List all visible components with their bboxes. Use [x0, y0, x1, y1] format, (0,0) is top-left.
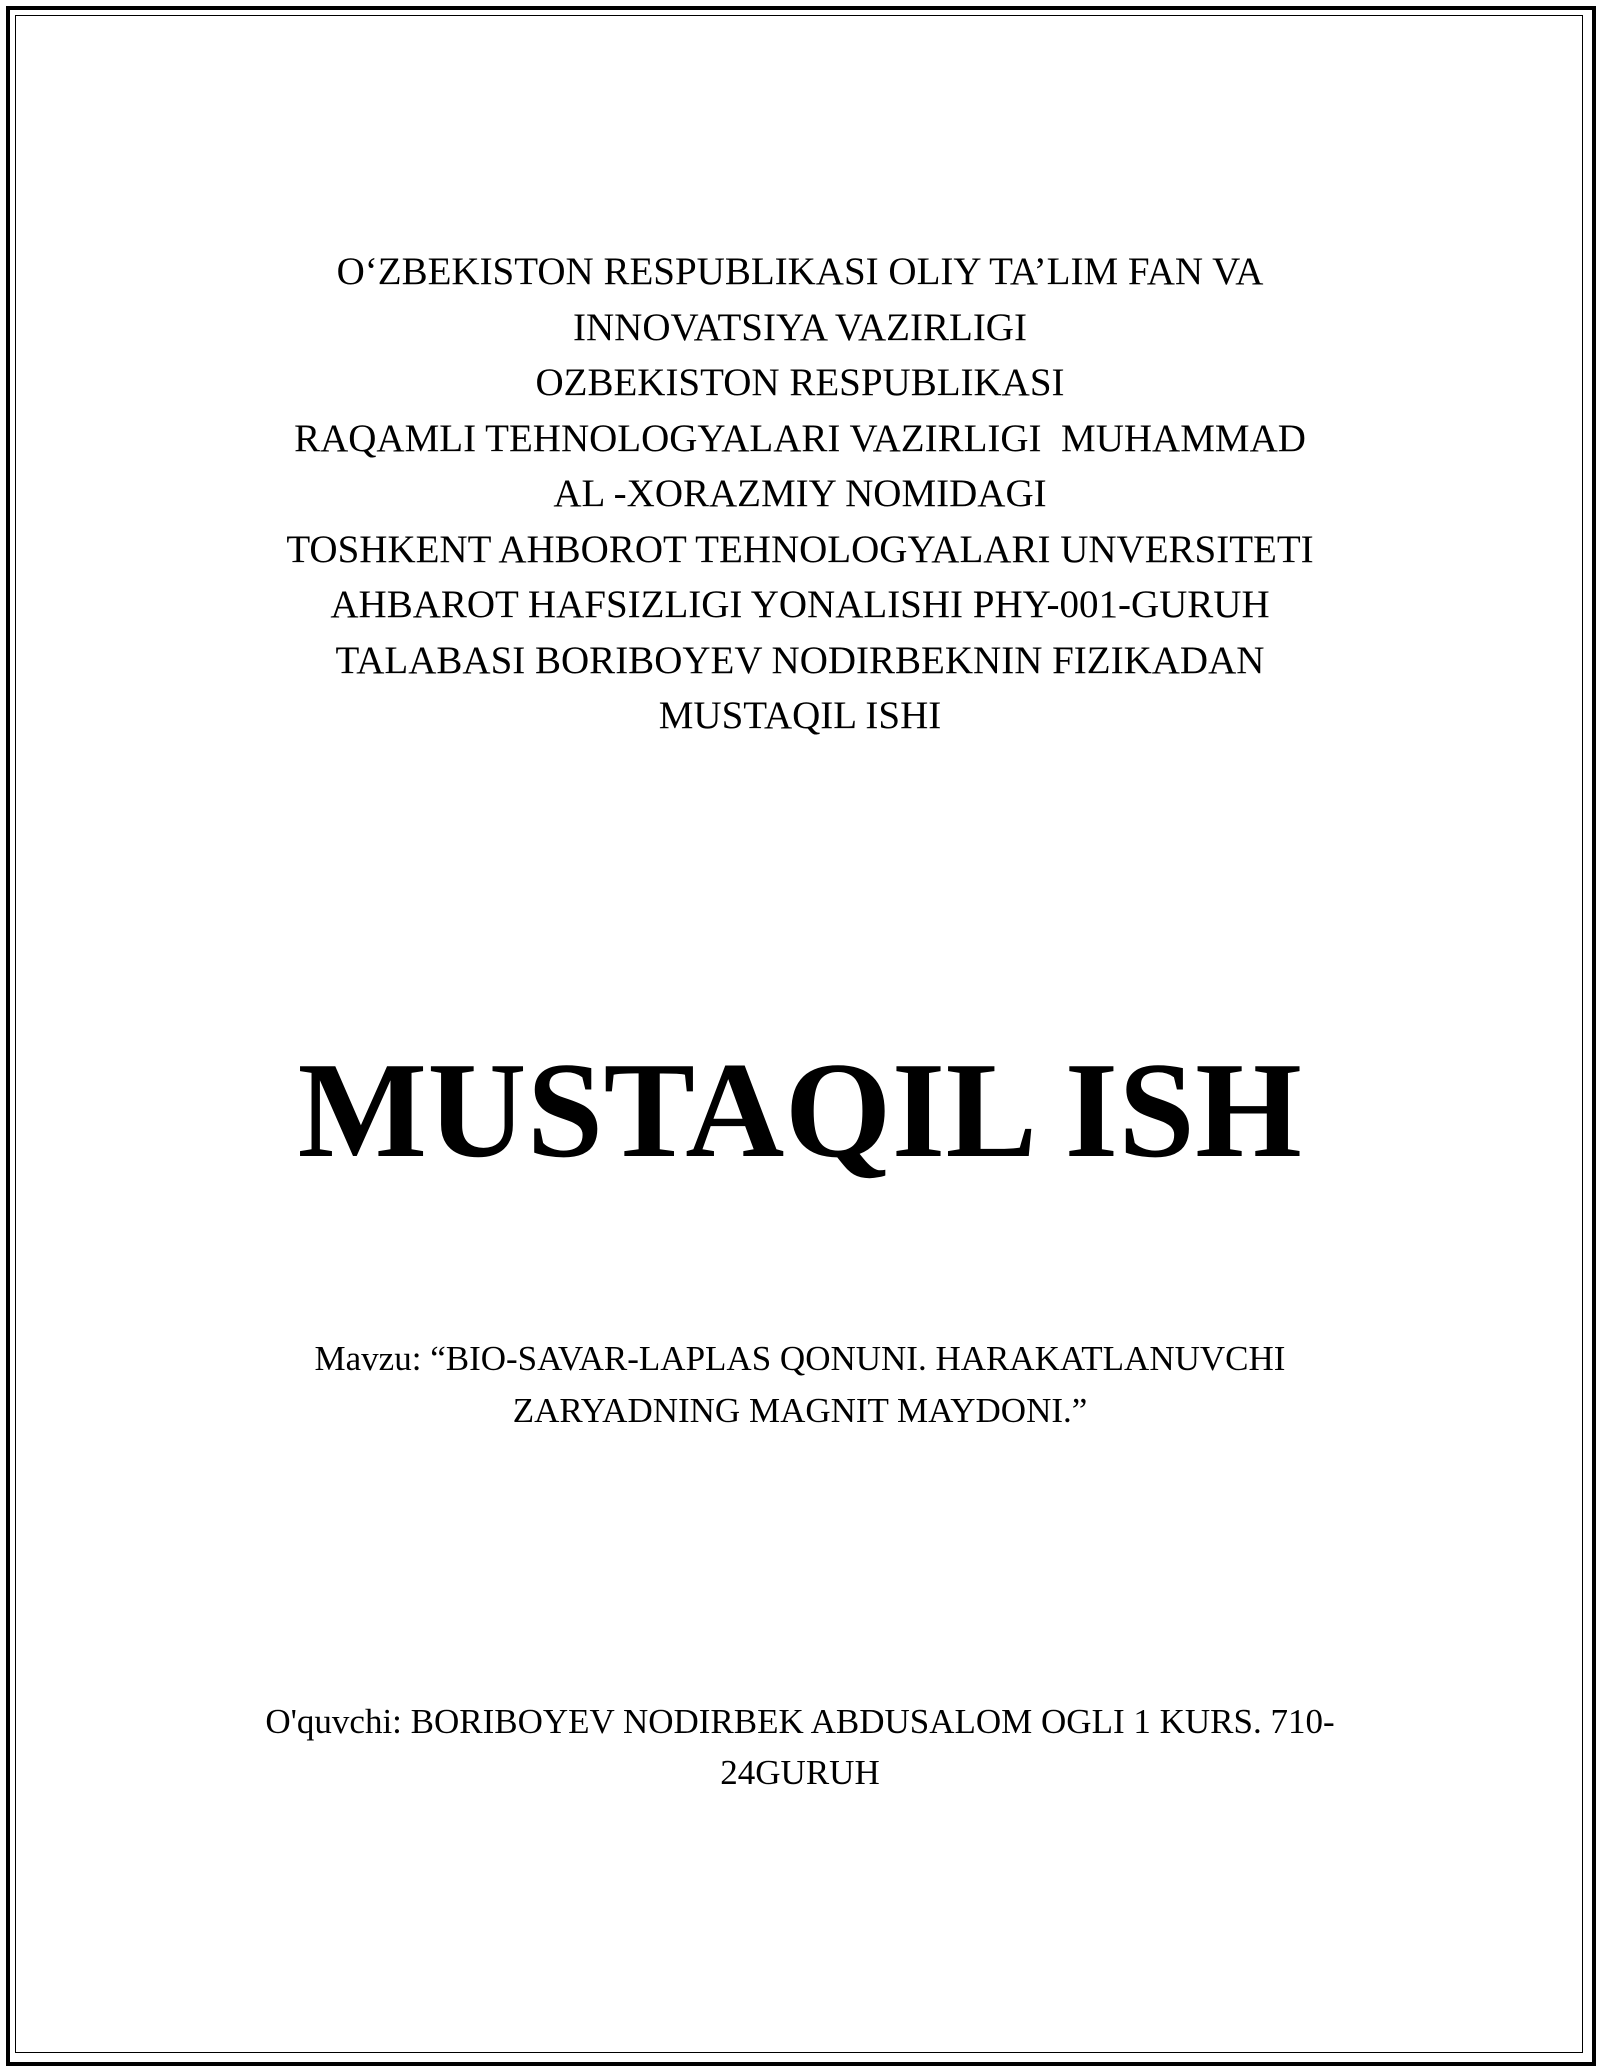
header-line: O‘ZBEKISTON RESPUBLIKASI OLIY TA’LIM FAN VA [336, 250, 1264, 293]
header-line: AL -XORAZMIY NOMIDAGI [553, 472, 1047, 515]
student-line: 24GURUH [720, 1753, 880, 1792]
student-info [0, 1696, 1600, 1798]
header-line: INNOVATSIYA VAZIRLIGI [573, 305, 1027, 349]
header-line: AHBAROT HAFSIZLIGI YONALISHI PHY-001-GURUH [330, 583, 1270, 626]
header-line: MUSTAQIL ISHI [658, 694, 942, 737]
header-line: TALABASI BORIBOYEV NODIRBEKNIN FIZIKADAN [335, 638, 1265, 682]
header-line: RAQAMLI TEHNOLOGYALARI VAZIRLIGI MUHAMMAD [294, 416, 1306, 460]
topic-block [0, 1333, 1600, 1437]
header-line: OZBEKISTON RESPUBLIKASI [535, 361, 1065, 404]
institution-header [0, 244, 1600, 744]
topic-line: ZARYADNING MAGNIT MAYDONI.” [512, 1391, 1088, 1430]
topic-line: Mavzu: “BIO-SAVAR-LAPLAS QONUNI. HARAKATLANUVCHI [314, 1339, 1286, 1378]
student-line: O'quvchi: BORIBOYEV NODIRBEK ABDUSALOM OGLI 1 KURS. 710- [265, 1702, 1335, 1741]
document-title: MUSTAQIL ISH [297, 1034, 1303, 1186]
header-line: TOSHKENT AHBOROT TEHNOLOGYALARI UNVERSITETI [286, 527, 1314, 571]
